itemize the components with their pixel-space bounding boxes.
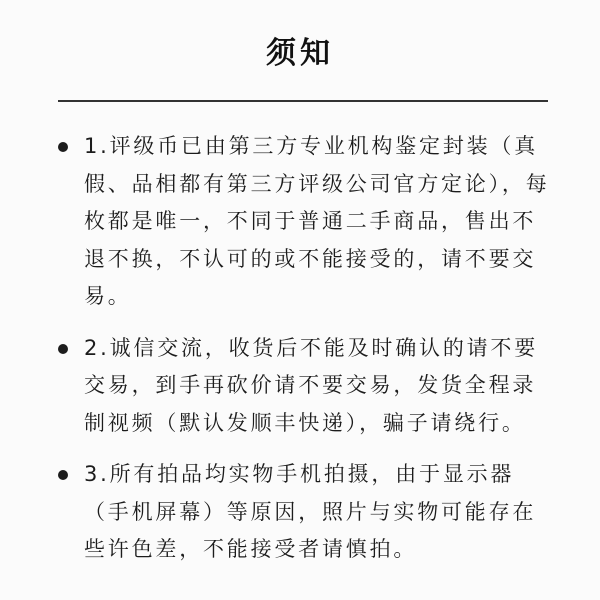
list-item-text: 2.诚信交流，收货后不能及时确认的请不要交易，到手再砍价请不要交易，发货全程录制视频（默认发顺丰快递），骗子请绕行。 [84, 335, 539, 435]
bullet-icon [58, 470, 68, 480]
list-item [52, 128, 552, 316]
list-item [52, 456, 552, 569]
notice-list [52, 128, 552, 583]
notice-title: 须知 [266, 36, 334, 71]
list-item-text: 3.所有拍品均实物手机拍摄，由于显示器（手机屏幕）等原因，照片与实物可能存在些许色差，不能接受者请慎拍。 [84, 462, 537, 561]
bullet-icon [58, 344, 68, 354]
title-divider [58, 100, 548, 102]
bullet-icon [58, 142, 68, 152]
list-item-text: 1.评级币已由第三方专业机构鉴定封装（真假、品相都有第三方评级公司官方定论），每枚都是唯一，不同于普通二手商品，售出不退不换，不认可的或不能接受的，请不要交易。 [84, 134, 550, 308]
list-item [52, 330, 552, 443]
